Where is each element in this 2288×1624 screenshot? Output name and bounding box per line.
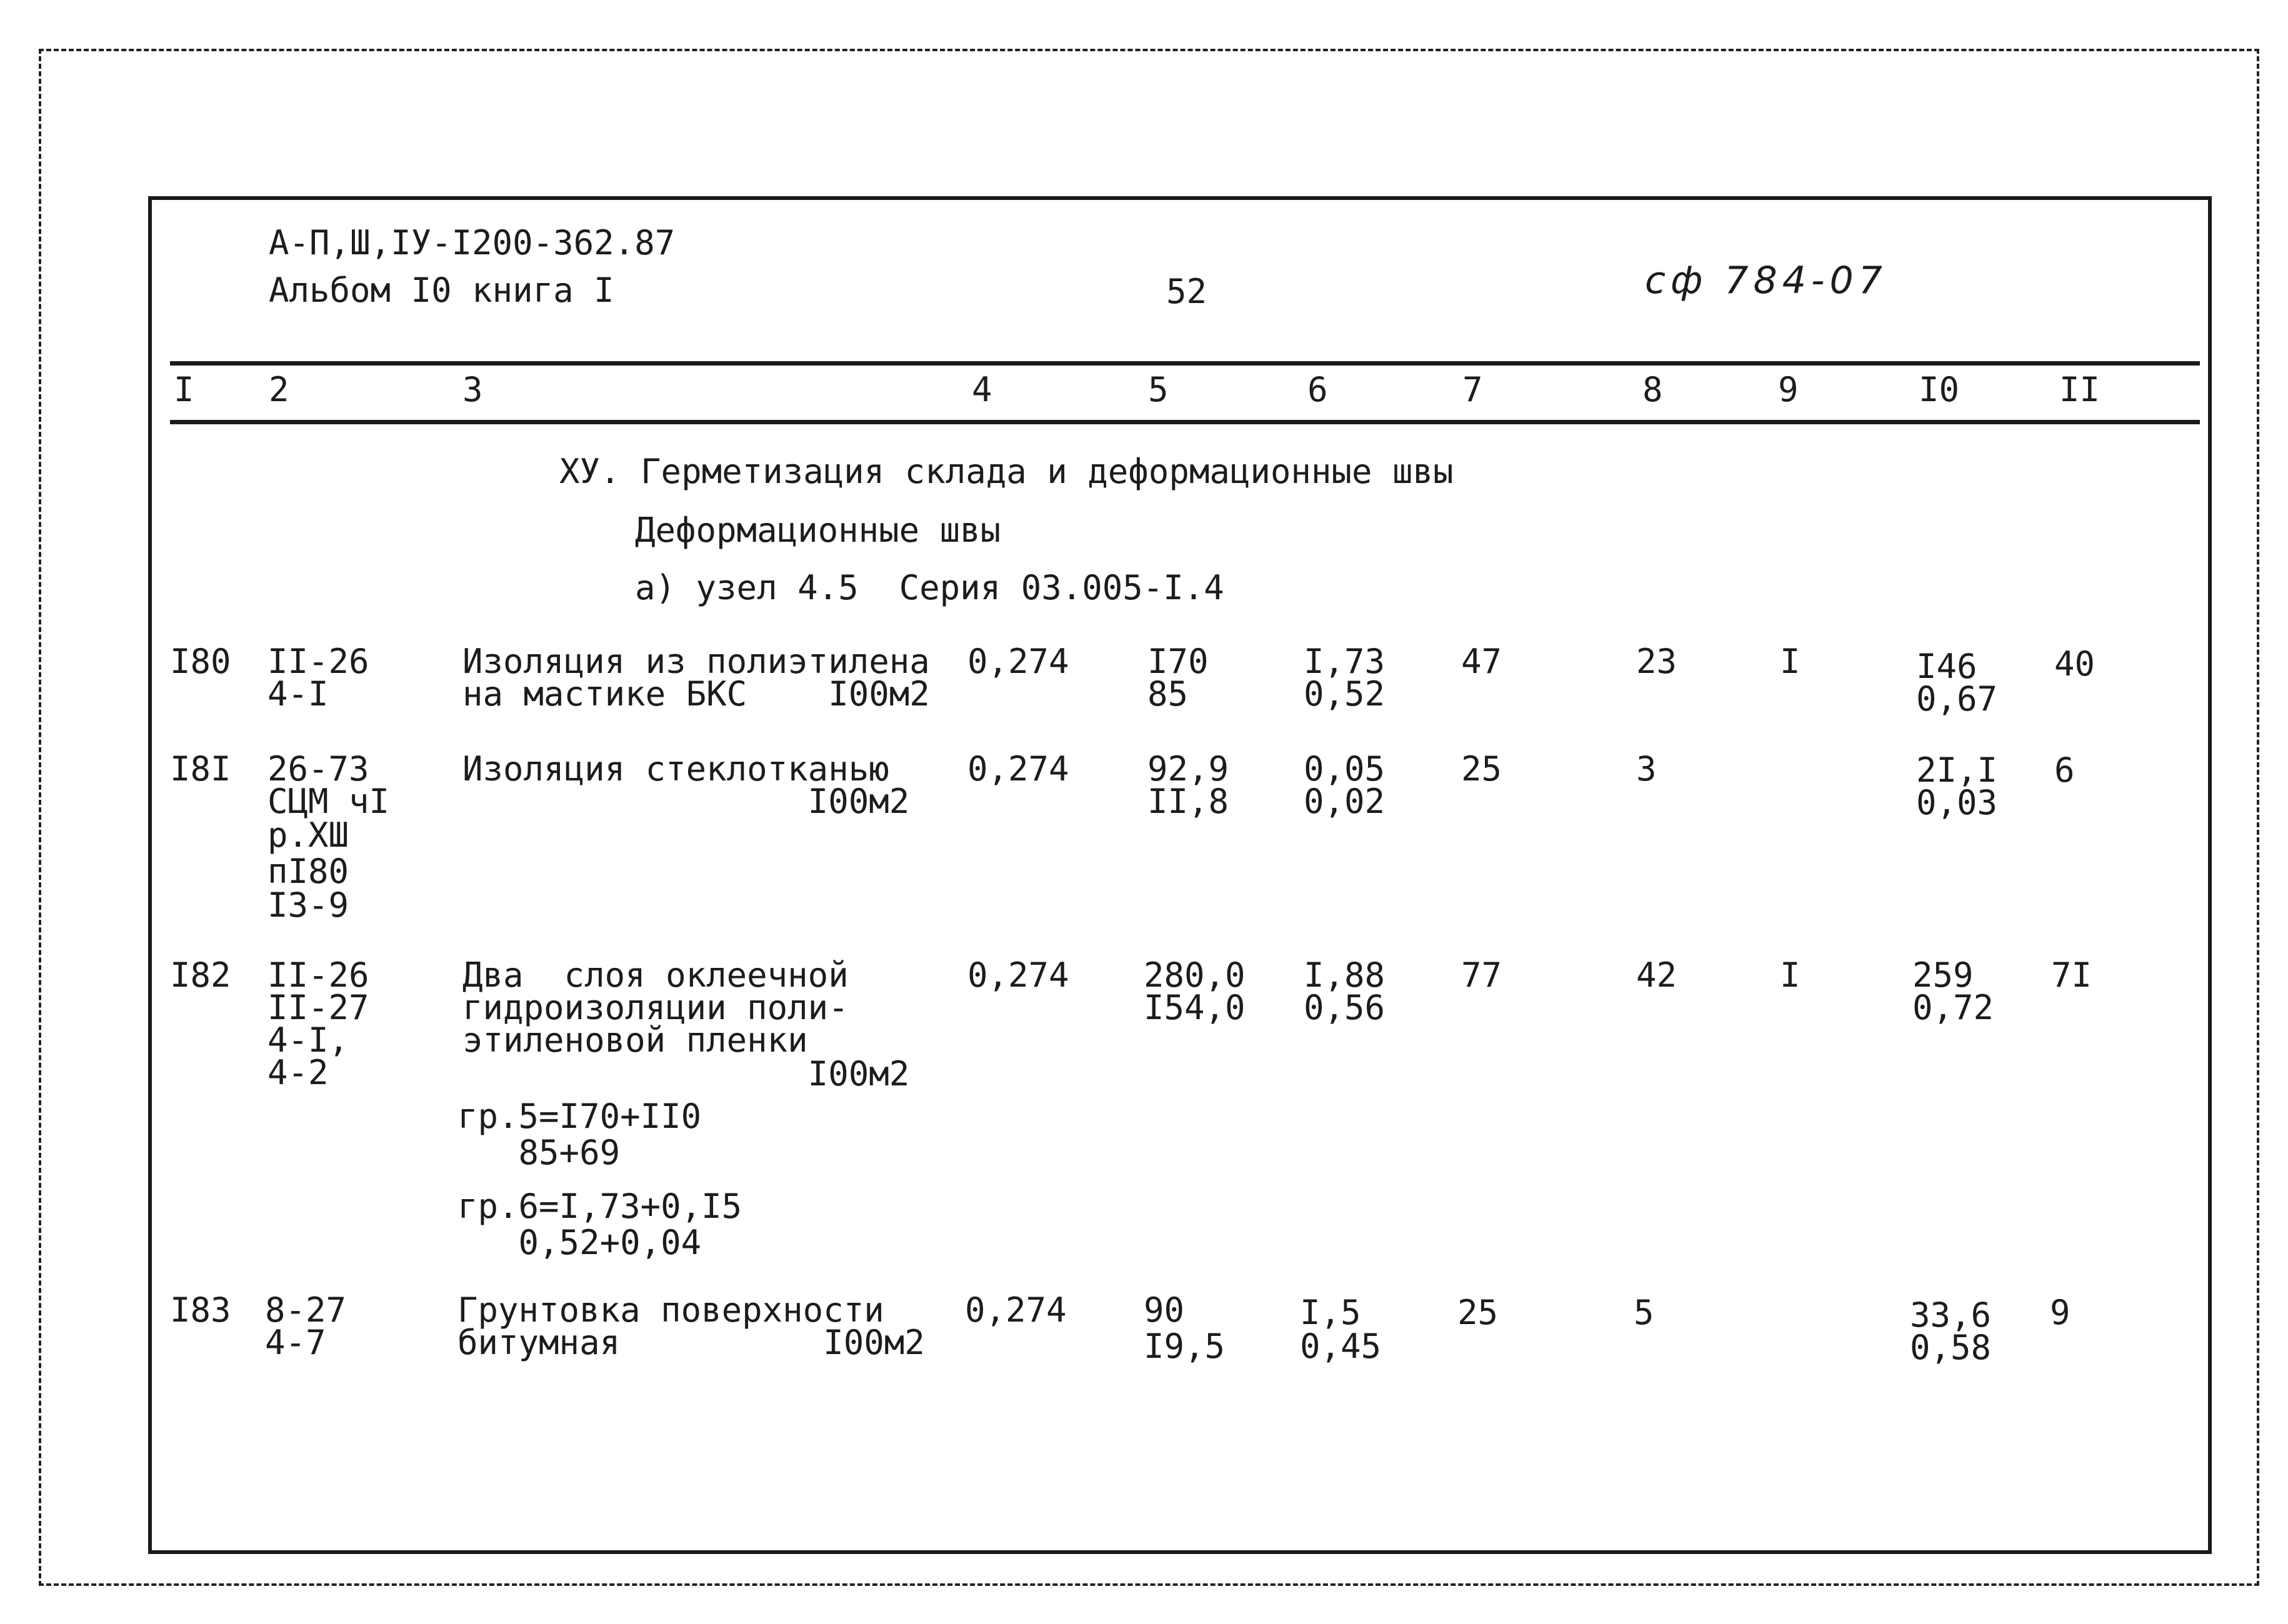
work-description: I00м2 (462, 1054, 910, 1093)
col10-value: 2I,I (1916, 750, 1998, 790)
document-code: А-П,Ш,IУ-I200-362.87 (269, 223, 676, 262)
work-description: этиленовой пленки (462, 1020, 808, 1060)
norm-code: 26-73 (267, 749, 369, 789)
col11-value: 40 (2054, 644, 2096, 684)
col6-value: 0,02 (1304, 782, 1386, 821)
col5-value: I70 (1147, 642, 1209, 681)
section-title: ХУ. Герметизация склада и деформационные швы (559, 452, 1454, 491)
col5-value: 90 (1144, 1290, 1185, 1330)
col7-value: 25 (1461, 749, 1502, 789)
norm-code: I3-9 (267, 885, 349, 925)
col6-value: 0,05 (1304, 749, 1386, 789)
col10-value: 33,6 (1910, 1295, 1992, 1335)
norm-code: 8-27 (265, 1290, 347, 1330)
work-description: Два слоя оклеечной (462, 955, 849, 995)
row-number: I80 (170, 642, 231, 681)
row-number: I8I (170, 749, 231, 789)
row-number: I83 (170, 1290, 231, 1330)
col5-value: I54,0 (1144, 988, 1246, 1027)
norm-code: 4-I, (267, 1020, 349, 1060)
col6-value: 0,56 (1304, 988, 1386, 1027)
column-header-4: 4 (972, 370, 992, 409)
column-header-1: I (174, 370, 194, 409)
col9-value: I (1780, 642, 1801, 681)
col4-value: 0,274 (965, 1290, 1067, 1330)
norm-code: 4-2 (267, 1053, 329, 1092)
col10-value: 0,03 (1916, 783, 1998, 822)
column-header-9: 9 (1778, 370, 1799, 409)
formula-note: гр.6=I,73+0,I5 (457, 1187, 742, 1226)
norm-code: пI80 (267, 852, 349, 891)
column-header-3: 3 (462, 370, 483, 409)
col11-value: 9 (2050, 1293, 2071, 1332)
page-number: 52 (1166, 272, 1207, 311)
col10-value: 0,58 (1910, 1328, 1992, 1367)
col5-value: 85 (1147, 674, 1189, 714)
norm-code: 4-I (267, 674, 329, 714)
col6-value: I,5 (1300, 1293, 1361, 1332)
work-description: гидроизоляции поли- (462, 988, 849, 1027)
row-number: I82 (170, 955, 231, 995)
column-header-5: 5 (1148, 370, 1169, 409)
work-description: I00м2 (462, 782, 910, 821)
norm-code: II-26 (267, 955, 369, 995)
table-top-rule (170, 361, 2200, 366)
section-subtitle: Деформационные швы (635, 511, 1001, 550)
col10-value: 0,67 (1916, 679, 1998, 719)
album-label: Альбом I0 книга I (269, 271, 614, 310)
col8-value: 5 (1634, 1293, 1654, 1332)
col10-value: I46 (1916, 647, 1977, 686)
col4-value: 0,274 (967, 749, 1069, 789)
col9-value: I (1780, 955, 1801, 995)
norm-code: СЦМ чI (267, 782, 390, 821)
work-description: битумная I00м2 (457, 1323, 925, 1362)
work-description: Грунтовка поверхности (457, 1290, 884, 1330)
norm-code: 4-7 (265, 1323, 326, 1362)
col11-value: 7I (2051, 955, 2092, 995)
col6-value: 0,52 (1304, 674, 1386, 714)
col7-value: 77 (1461, 955, 1502, 995)
work-description: на мастике БКС I00м2 (462, 674, 930, 714)
col7-value: 25 (1457, 1293, 1499, 1332)
norm-code: р.XШ (267, 815, 349, 855)
col5-value: II,8 (1147, 782, 1229, 821)
col5-value: 280,0 (1144, 955, 1246, 995)
col4-value: 0,274 (967, 955, 1069, 995)
formula-note: гр.5=I70+II0 (457, 1097, 702, 1136)
handwritten-stamp: сф 784-07 (1645, 259, 1887, 302)
column-header-8: 8 (1642, 370, 1663, 409)
col10-value: 0,72 (1912, 988, 1994, 1027)
work-description: Изоляция стеклотканью (462, 749, 889, 789)
formula-note: 85+69 (457, 1133, 621, 1172)
col4-value: 0,274 (967, 642, 1069, 681)
column-header-6: 6 (1307, 370, 1328, 409)
column-header-2: 2 (269, 370, 289, 409)
table-header-rule (170, 420, 2200, 424)
norm-code: II-26 (267, 642, 369, 681)
col5-value: I9,5 (1144, 1327, 1226, 1366)
work-description: Изоляция из полиэтилена (462, 642, 930, 681)
col10-value: 259 (1912, 955, 1974, 995)
section-node: а) узел 4.5 Серия 03.005-I.4 (635, 568, 1224, 607)
col5-value: 92,9 (1147, 749, 1229, 789)
col8-value: 42 (1636, 955, 1677, 995)
col6-value: I,88 (1304, 955, 1386, 995)
norm-code: II-27 (267, 988, 369, 1027)
col8-value: 3 (1636, 749, 1657, 789)
col6-value: 0,45 (1300, 1327, 1382, 1366)
column-header-10: I0 (1919, 370, 1960, 409)
column-header-7: 7 (1462, 370, 1483, 409)
col11-value: 6 (2054, 750, 2075, 790)
col8-value: 23 (1636, 642, 1677, 681)
col7-value: 47 (1461, 642, 1502, 681)
col6-value: I,73 (1304, 642, 1386, 681)
formula-note: 0,52+0,04 (457, 1223, 702, 1262)
column-header-11: II (2059, 370, 2101, 409)
